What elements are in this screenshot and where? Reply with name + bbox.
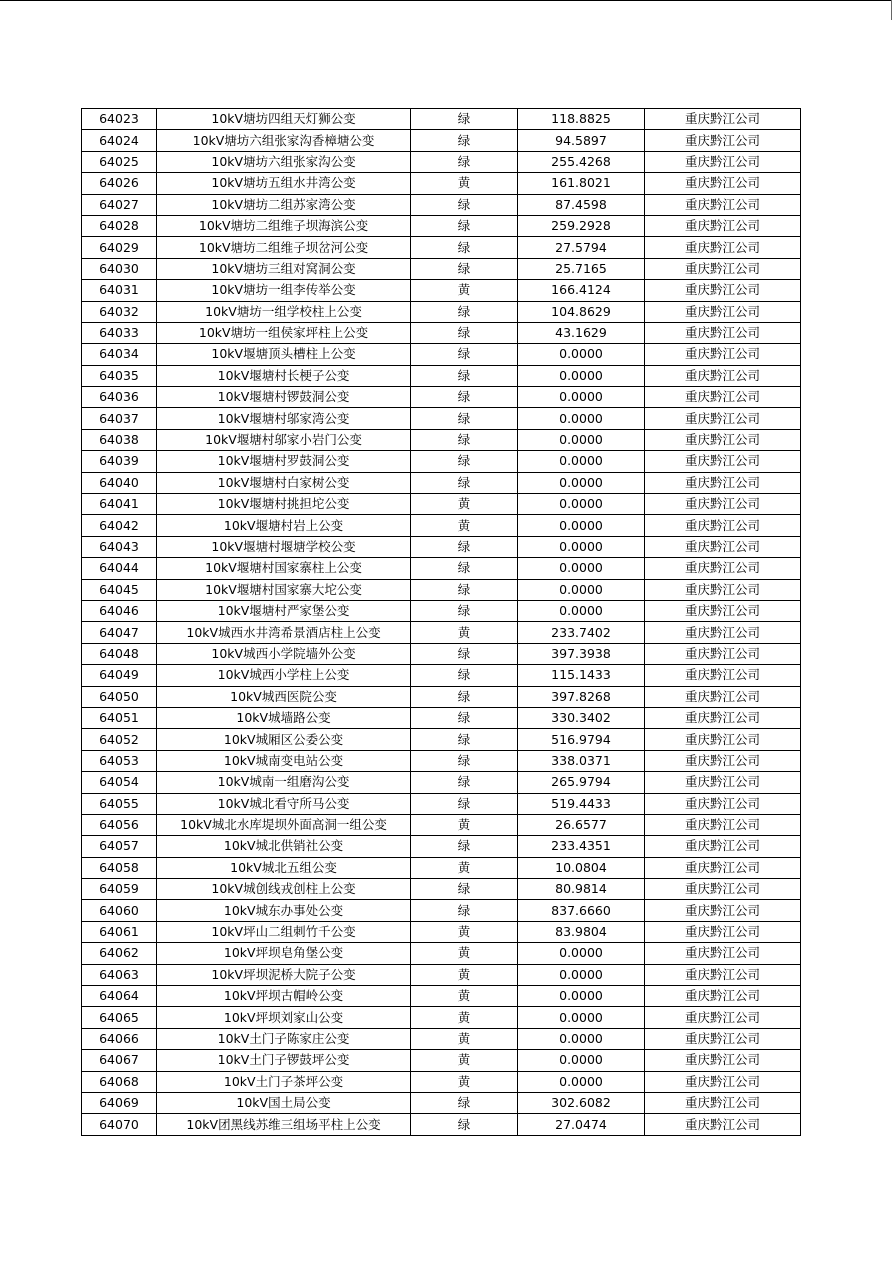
row-id-cell: 64037 [82, 408, 157, 429]
company-cell: 重庆黔江公司 [645, 429, 801, 450]
company-cell: 重庆黔江公司 [645, 1092, 801, 1113]
table-row [82, 964, 801, 985]
transformer-name-cell: 10kV城西医院公变 [157, 686, 411, 707]
row-id-cell: 64069 [82, 1092, 157, 1113]
transformer-name-cell: 10kV塘坊二组苏家湾公变 [157, 194, 411, 215]
transformer-name-cell: 10kV堰塘村国家寨大坨公变 [157, 579, 411, 600]
transformer-name-cell: 10kV塘坊六组张家沟公变 [157, 151, 411, 172]
company-cell: 重庆黔江公司 [645, 707, 801, 728]
value-cell: 255.4268 [518, 151, 645, 172]
row-id-cell: 64032 [82, 301, 157, 322]
company-cell: 重庆黔江公司 [645, 280, 801, 301]
transformer-name-cell: 10kV城南一组磨沟公变 [157, 772, 411, 793]
company-cell: 重庆黔江公司 [645, 408, 801, 429]
transformer-name-cell: 10kV堰塘村罗鼓洞公变 [157, 451, 411, 472]
row-id-cell: 64033 [82, 322, 157, 343]
table-row [82, 151, 801, 172]
status-color-cell: 绿 [411, 322, 518, 343]
row-id-cell: 64035 [82, 365, 157, 386]
table-row [82, 301, 801, 322]
transformer-name-cell: 10kV堰塘村白家树公变 [157, 472, 411, 493]
row-id-cell: 64025 [82, 151, 157, 172]
row-id-cell: 64027 [82, 194, 157, 215]
status-color-cell: 绿 [411, 151, 518, 172]
table-row [82, 1007, 801, 1028]
value-cell: 837.6660 [518, 900, 645, 921]
value-cell: 27.0474 [518, 1114, 645, 1135]
transformer-name-cell: 10kV城西水井湾希景酒店柱上公变 [157, 622, 411, 643]
table-row [82, 408, 801, 429]
status-color-cell: 绿 [411, 387, 518, 408]
status-color-cell: 绿 [411, 344, 518, 365]
status-color-cell: 黄 [411, 964, 518, 985]
value-cell: 0.0000 [518, 344, 645, 365]
company-cell: 重庆黔江公司 [645, 943, 801, 964]
row-id-cell: 64053 [82, 750, 157, 771]
value-cell: 397.3938 [518, 643, 645, 664]
company-cell: 重庆黔江公司 [645, 215, 801, 236]
row-id-cell: 64049 [82, 665, 157, 686]
row-id-cell: 64060 [82, 900, 157, 921]
row-id-cell: 64067 [82, 1050, 157, 1071]
company-cell: 重庆黔江公司 [645, 301, 801, 322]
row-id-cell: 64034 [82, 344, 157, 365]
row-id-cell: 64036 [82, 387, 157, 408]
transformer-name-cell: 10kV堰塘村堰塘学校公变 [157, 536, 411, 557]
table-row [82, 536, 801, 557]
company-cell: 重庆黔江公司 [645, 173, 801, 194]
status-color-cell: 绿 [411, 558, 518, 579]
value-cell: 0.0000 [518, 986, 645, 1007]
status-color-cell: 黄 [411, 515, 518, 536]
transformer-name-cell: 10kV堰塘村严家堡公变 [157, 600, 411, 621]
status-color-cell: 绿 [411, 536, 518, 557]
status-color-cell: 绿 [411, 579, 518, 600]
company-cell: 重庆黔江公司 [645, 900, 801, 921]
value-cell: 233.7402 [518, 622, 645, 643]
table-row [82, 600, 801, 621]
table-row [82, 900, 801, 921]
company-cell: 重庆黔江公司 [645, 665, 801, 686]
row-id-cell: 64066 [82, 1028, 157, 1049]
status-color-cell: 绿 [411, 836, 518, 857]
company-cell: 重庆黔江公司 [645, 515, 801, 536]
data-table [81, 108, 801, 1136]
company-cell: 重庆黔江公司 [645, 622, 801, 643]
status-color-cell: 绿 [411, 879, 518, 900]
transformer-name-cell: 10kV塘坊四组天灯狮公变 [157, 109, 411, 130]
value-cell: 94.5897 [518, 130, 645, 151]
value-cell: 43.1629 [518, 322, 645, 343]
row-id-cell: 64056 [82, 814, 157, 835]
status-color-cell: 绿 [411, 707, 518, 728]
company-cell: 重庆黔江公司 [645, 1114, 801, 1135]
status-color-cell: 绿 [411, 365, 518, 386]
table-row [82, 472, 801, 493]
table-row [82, 836, 801, 857]
value-cell: 0.0000 [518, 1050, 645, 1071]
value-cell: 0.0000 [518, 387, 645, 408]
transformer-name-cell: 10kV城西小学院墙外公变 [157, 643, 411, 664]
table-row [82, 686, 801, 707]
transformer-name-cell: 10kV塘坊一组学校柱上公变 [157, 301, 411, 322]
value-cell: 0.0000 [518, 494, 645, 515]
value-cell: 161.8021 [518, 173, 645, 194]
transformer-name-cell: 10kV城南变电站公变 [157, 750, 411, 771]
status-color-cell: 绿 [411, 729, 518, 750]
transformer-name-cell: 10kV团黑线苏维三组场平柱上公变 [157, 1114, 411, 1135]
row-id-cell: 64040 [82, 472, 157, 493]
status-color-cell: 绿 [411, 301, 518, 322]
value-cell: 519.4433 [518, 793, 645, 814]
table-row [82, 130, 801, 151]
table-row [82, 365, 801, 386]
table-row [82, 1092, 801, 1113]
page-top-border [0, 0, 892, 1]
company-cell: 重庆黔江公司 [645, 986, 801, 1007]
table-body [82, 109, 801, 1136]
company-cell: 重庆黔江公司 [645, 494, 801, 515]
value-cell: 338.0371 [518, 750, 645, 771]
status-color-cell: 绿 [411, 600, 518, 621]
table-row [82, 280, 801, 301]
transformer-name-cell: 10kV城西小学柱上公变 [157, 665, 411, 686]
status-color-cell: 绿 [411, 130, 518, 151]
status-color-cell: 绿 [411, 429, 518, 450]
company-cell: 重庆黔江公司 [645, 686, 801, 707]
company-cell: 重庆黔江公司 [645, 600, 801, 621]
value-cell: 0.0000 [518, 536, 645, 557]
transformer-name-cell: 10kV堰塘村挑担坨公变 [157, 494, 411, 515]
row-id-cell: 64028 [82, 215, 157, 236]
transformer-name-cell: 10kV塘坊六组张家沟香樟塘公变 [157, 130, 411, 151]
row-id-cell: 64044 [82, 558, 157, 579]
value-cell: 265.9794 [518, 772, 645, 793]
company-cell: 重庆黔江公司 [645, 194, 801, 215]
transformer-name-cell: 10kV塘坊一组侯家坪柱上公变 [157, 322, 411, 343]
value-cell: 0.0000 [518, 943, 645, 964]
status-color-cell: 绿 [411, 215, 518, 236]
status-color-cell: 黄 [411, 857, 518, 878]
value-cell: 0.0000 [518, 408, 645, 429]
transformer-name-cell: 10kV堰塘村长梗子公变 [157, 365, 411, 386]
row-id-cell: 64047 [82, 622, 157, 643]
status-color-cell: 绿 [411, 643, 518, 664]
status-color-cell: 绿 [411, 194, 518, 215]
row-id-cell: 64041 [82, 494, 157, 515]
transformer-name-cell: 10kV坪坝皂角堡公变 [157, 943, 411, 964]
transformer-name-cell: 10kV城北看守所马公变 [157, 793, 411, 814]
value-cell: 302.6082 [518, 1092, 645, 1113]
table-row [82, 772, 801, 793]
status-color-cell: 黄 [411, 622, 518, 643]
row-id-cell: 64064 [82, 986, 157, 1007]
transformer-name-cell: 10kV堰塘顶头槽柱上公变 [157, 344, 411, 365]
company-cell: 重庆黔江公司 [645, 879, 801, 900]
transformer-name-cell: 10kV塘坊三组对窝洞公变 [157, 258, 411, 279]
status-color-cell: 绿 [411, 408, 518, 429]
status-color-cell: 黄 [411, 1050, 518, 1071]
company-cell: 重庆黔江公司 [645, 558, 801, 579]
table-row [82, 814, 801, 835]
transformer-name-cell: 10kV堰塘村锣鼓洞公变 [157, 387, 411, 408]
table-row [82, 494, 801, 515]
transformer-name-cell: 10kV城厢区公委公变 [157, 729, 411, 750]
status-color-cell: 绿 [411, 472, 518, 493]
row-id-cell: 64046 [82, 600, 157, 621]
value-cell: 87.4598 [518, 194, 645, 215]
transformer-name-cell: 10kV坪山二组刺竹千公变 [157, 921, 411, 942]
transformer-name-cell: 10kV堰塘村邬家湾公变 [157, 408, 411, 429]
status-color-cell: 绿 [411, 451, 518, 472]
status-color-cell: 黄 [411, 943, 518, 964]
value-cell: 25.7165 [518, 258, 645, 279]
value-cell: 166.4124 [518, 280, 645, 301]
row-id-cell: 64065 [82, 1007, 157, 1028]
row-id-cell: 64070 [82, 1114, 157, 1135]
row-id-cell: 64059 [82, 879, 157, 900]
value-cell: 0.0000 [518, 558, 645, 579]
company-cell: 重庆黔江公司 [645, 729, 801, 750]
status-color-cell: 绿 [411, 258, 518, 279]
value-cell: 0.0000 [518, 1007, 645, 1028]
value-cell: 0.0000 [518, 365, 645, 386]
transformer-name-cell: 10kV土门子茶坪公变 [157, 1071, 411, 1092]
table-row [82, 109, 801, 130]
value-cell: 0.0000 [518, 515, 645, 536]
row-id-cell: 64051 [82, 707, 157, 728]
transformer-name-cell: 10kV城北五组公变 [157, 857, 411, 878]
status-color-cell: 绿 [411, 686, 518, 707]
row-id-cell: 64063 [82, 964, 157, 985]
status-color-cell: 绿 [411, 750, 518, 771]
status-color-cell: 绿 [411, 1114, 518, 1135]
company-cell: 重庆黔江公司 [645, 344, 801, 365]
company-cell: 重庆黔江公司 [645, 322, 801, 343]
status-color-cell: 黄 [411, 921, 518, 942]
company-cell: 重庆黔江公司 [645, 472, 801, 493]
table-row [82, 665, 801, 686]
row-id-cell: 64039 [82, 451, 157, 472]
company-cell: 重庆黔江公司 [645, 130, 801, 151]
row-id-cell: 64042 [82, 515, 157, 536]
company-cell: 重庆黔江公司 [645, 387, 801, 408]
table-row [82, 707, 801, 728]
transformer-name-cell: 10kV塘坊一组李传举公变 [157, 280, 411, 301]
transformer-name-cell: 10kV城北供销社公变 [157, 836, 411, 857]
table-row [82, 643, 801, 664]
transformer-name-cell: 10kV国土局公变 [157, 1092, 411, 1113]
company-cell: 重庆黔江公司 [645, 857, 801, 878]
value-cell: 115.1433 [518, 665, 645, 686]
value-cell: 0.0000 [518, 579, 645, 600]
status-color-cell: 黄 [411, 1071, 518, 1092]
table-row [82, 515, 801, 536]
transformer-name-cell: 10kV塘坊二组维子坝岔河公变 [157, 237, 411, 258]
table-row [82, 729, 801, 750]
transformer-name-cell: 10kV堰塘村国家寨柱上公变 [157, 558, 411, 579]
row-id-cell: 64043 [82, 536, 157, 557]
status-color-cell: 黄 [411, 494, 518, 515]
row-id-cell: 64031 [82, 280, 157, 301]
company-cell: 重庆黔江公司 [645, 814, 801, 835]
company-cell: 重庆黔江公司 [645, 109, 801, 130]
row-id-cell: 64062 [82, 943, 157, 964]
transformer-name-cell: 10kV城东办事处公变 [157, 900, 411, 921]
value-cell: 259.2928 [518, 215, 645, 236]
transformer-name-cell: 10kV城创线戎创柱上公变 [157, 879, 411, 900]
table-row [82, 1071, 801, 1092]
transformer-name-cell: 10kV塘坊二组维子坝海滨公变 [157, 215, 411, 236]
row-id-cell: 64057 [82, 836, 157, 857]
company-cell: 重庆黔江公司 [645, 964, 801, 985]
value-cell: 516.9794 [518, 729, 645, 750]
value-cell: 0.0000 [518, 964, 645, 985]
company-cell: 重庆黔江公司 [645, 1050, 801, 1071]
table-row [82, 387, 801, 408]
table-row [82, 579, 801, 600]
value-cell: 10.0804 [518, 857, 645, 878]
company-cell: 重庆黔江公司 [645, 365, 801, 386]
row-id-cell: 64055 [82, 793, 157, 814]
company-cell: 重庆黔江公司 [645, 258, 801, 279]
table-row [82, 750, 801, 771]
table-row [82, 1050, 801, 1071]
value-cell: 397.8268 [518, 686, 645, 707]
value-cell: 0.0000 [518, 1071, 645, 1092]
company-cell: 重庆黔江公司 [645, 750, 801, 771]
value-cell: 0.0000 [518, 429, 645, 450]
table-row [82, 622, 801, 643]
table-row [82, 793, 801, 814]
table-row [82, 429, 801, 450]
row-id-cell: 64045 [82, 579, 157, 600]
company-cell: 重庆黔江公司 [645, 536, 801, 557]
row-id-cell: 64030 [82, 258, 157, 279]
row-id-cell: 64029 [82, 237, 157, 258]
transformer-name-cell: 10kV堰塘村岩上公变 [157, 515, 411, 536]
value-cell: 330.3402 [518, 707, 645, 728]
company-cell: 重庆黔江公司 [645, 1028, 801, 1049]
company-cell: 重庆黔江公司 [645, 643, 801, 664]
status-color-cell: 绿 [411, 109, 518, 130]
transformer-name-cell: 10kV塘坊五组水井湾公变 [157, 173, 411, 194]
status-color-cell: 绿 [411, 1092, 518, 1113]
table-row [82, 558, 801, 579]
company-cell: 重庆黔江公司 [645, 151, 801, 172]
value-cell: 0.0000 [518, 472, 645, 493]
value-cell: 233.4351 [518, 836, 645, 857]
row-id-cell: 64026 [82, 173, 157, 194]
value-cell: 0.0000 [518, 600, 645, 621]
value-cell: 0.0000 [518, 1028, 645, 1049]
status-color-cell: 绿 [411, 793, 518, 814]
company-cell: 重庆黔江公司 [645, 772, 801, 793]
value-cell: 27.5794 [518, 237, 645, 258]
row-id-cell: 64024 [82, 130, 157, 151]
table-row [82, 322, 801, 343]
row-id-cell: 64058 [82, 857, 157, 878]
company-cell: 重庆黔江公司 [645, 921, 801, 942]
row-id-cell: 64050 [82, 686, 157, 707]
row-id-cell: 64023 [82, 109, 157, 130]
row-id-cell: 64068 [82, 1071, 157, 1092]
row-id-cell: 64054 [82, 772, 157, 793]
status-color-cell: 绿 [411, 772, 518, 793]
transformer-name-cell: 10kV城墙路公变 [157, 707, 411, 728]
table-row [82, 857, 801, 878]
value-cell: 80.9814 [518, 879, 645, 900]
table-row [82, 173, 801, 194]
status-color-cell: 黄 [411, 814, 518, 835]
table-row [82, 879, 801, 900]
value-cell: 104.8629 [518, 301, 645, 322]
value-cell: 26.6577 [518, 814, 645, 835]
row-id-cell: 64052 [82, 729, 157, 750]
value-cell: 83.9804 [518, 921, 645, 942]
company-cell: 重庆黔江公司 [645, 793, 801, 814]
table-row [82, 1114, 801, 1135]
value-cell: 0.0000 [518, 451, 645, 472]
table-row [82, 986, 801, 1007]
row-id-cell: 64061 [82, 921, 157, 942]
status-color-cell: 黄 [411, 173, 518, 194]
transformer-name-cell: 10kV土门子锣鼓坪公变 [157, 1050, 411, 1071]
transformer-name-cell: 10kV土门子陈家庄公变 [157, 1028, 411, 1049]
table-row [82, 215, 801, 236]
row-id-cell: 64048 [82, 643, 157, 664]
status-color-cell: 绿 [411, 237, 518, 258]
transformer-name-cell: 10kV坪坝泥桥大院子公变 [157, 964, 411, 985]
status-color-cell: 黄 [411, 1028, 518, 1049]
transformer-name-cell: 10kV坪坝古帽岭公变 [157, 986, 411, 1007]
status-color-cell: 黄 [411, 1007, 518, 1028]
status-color-cell: 绿 [411, 665, 518, 686]
table-row [82, 943, 801, 964]
company-cell: 重庆黔江公司 [645, 836, 801, 857]
status-color-cell: 绿 [411, 900, 518, 921]
company-cell: 重庆黔江公司 [645, 1071, 801, 1092]
table-row [82, 1028, 801, 1049]
table-row [82, 344, 801, 365]
table-row [82, 921, 801, 942]
status-color-cell: 黄 [411, 280, 518, 301]
table-row [82, 237, 801, 258]
company-cell: 重庆黔江公司 [645, 451, 801, 472]
table-row [82, 258, 801, 279]
table-row [82, 451, 801, 472]
table-row [82, 194, 801, 215]
company-cell: 重庆黔江公司 [645, 237, 801, 258]
transformer-name-cell: 10kV坪坝刘家山公变 [157, 1007, 411, 1028]
company-cell: 重庆黔江公司 [645, 1007, 801, 1028]
company-cell: 重庆黔江公司 [645, 579, 801, 600]
transformer-name-cell: 10kV城北水库堤坝外面高洞一组公变 [157, 814, 411, 835]
transformer-name-cell: 10kV堰塘村邬家小岩门公变 [157, 429, 411, 450]
row-id-cell: 64038 [82, 429, 157, 450]
status-color-cell: 黄 [411, 986, 518, 1007]
value-cell: 118.8825 [518, 109, 645, 130]
